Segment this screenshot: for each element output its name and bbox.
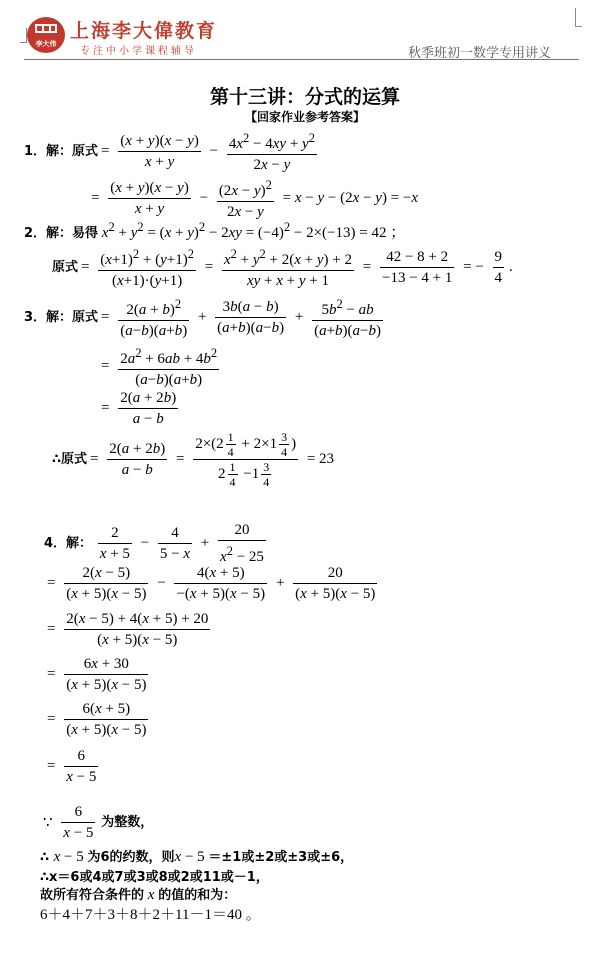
q3-therefore-label: ∴原式 — [52, 451, 88, 467]
q4-conclusion-2: ∴ x − 5 为6的约数，则x − 5 ＝±1或±2或±3或±6， — [40, 849, 354, 865]
fraction: $\frac{6x + 30}{(x + 5)(x - 5)}$ — [66, 656, 147, 693]
q1-line2: = $\frac{(x + y)(x - y)}{x + y}$ − $\frac{(2x - y)^2}{2x - y}$ = x − y − (2x − y) = −x — [88, 175, 421, 222]
q4-line2: = $\frac{2(x - 5)}{(x + 5)(x - 5)}$ − $\frac{4(x + 5)}{-(x + 5)(x - 5)}$ + $\frac{20}{(x + 5)(x - 5)}$ — [47, 565, 376, 602]
conclusion-text: 的值的和为： — [158, 888, 237, 903]
q4-conclusion-4: 故所有符合条件的 x 的值的和为： — [40, 887, 237, 903]
header-rule — [24, 59, 579, 60]
fraction: $\frac{6}{x - 5}$ — [63, 804, 94, 841]
fraction: $\frac{4(x + 5)}{-(x + 5)(x - 5)}$ — [176, 565, 266, 602]
fraction: $\frac{20}{x^2 - 25}$ — [220, 522, 264, 565]
logo-badge — [26, 16, 66, 54]
conclusion-text: ∴x＝6或4或7或3或8或2或11或－1， — [40, 870, 269, 885]
fraction: $\frac{3b(a - b)}{(a+b)(a-b)}$ — [217, 299, 285, 336]
brand-name: 上海李大偉教育 — [70, 20, 218, 42]
fraction: $\frac{2a^2 + 6ab + 4b^2}{(a-b)(a+b)}$ — [118, 343, 219, 390]
handout-title: 秋季班初一数学专用讲义 — [408, 46, 552, 61]
conclusion-text: 6＋4＋7＋3＋8＋2＋11－1＝40 。 — [40, 907, 261, 923]
corner-mark — [20, 28, 27, 43]
q4-line1: 4．解： $\frac{2}{x + 5}$ − $\frac{4}{5 - x}$ + $\frac{20}{x^2 - 25}$ — [44, 522, 264, 565]
fraction: $\frac{20}{(x + 5)(x - 5)}$ — [295, 565, 376, 602]
conclusion-text: 故所有符合条件的 — [40, 888, 145, 903]
q4-conclusion-3 — [40, 866, 269, 886]
fraction: $\frac{6}{x - 5}$ — [66, 748, 97, 785]
q4-line4: = $\frac{6x + 30}{(x + 5)(x - 5)}$ — [47, 656, 147, 693]
q2-line2: 原式 = $\frac{(x+1)^2 + (y+1)^2}{(x+1)\cdot(y+1)}$ = $\frac{x^2 + y^2 + 2(x + y) + 2}{xy + x + y + 1}$ = $\frac{42 - 8 + 2}{-13 - 4 + 1}$ = − $\frac{9}{4}$ . — [52, 244, 516, 291]
page-subtitle: 【回家作业参考答案】 — [244, 110, 365, 124]
q1-label: 1．解：原式 — [24, 143, 99, 159]
q4-label: 4．解： — [44, 535, 93, 551]
fraction: $\frac{6(x + 5)}{(x + 5)(x - 5)}$ — [66, 701, 147, 738]
fraction: $\frac{2(a + b)^2}{(a-b)(a+b)}$ — [118, 294, 189, 341]
fraction: $\frac{4}{5 - x}$ — [159, 525, 191, 562]
q2-original-label: 原式 — [52, 259, 79, 275]
q4-conclusion-5 — [40, 903, 261, 924]
fraction: $\frac{42 - 8 + 2}{-13 - 4 + 1}$ — [381, 249, 453, 286]
conclusion-text: ∴ — [40, 850, 54, 865]
fraction: $\frac{(x + y)(x - y)}{x + y}$ — [120, 133, 199, 170]
fraction: $\frac{2(a + 2b)}{a - b}$ — [120, 390, 177, 427]
q4-conclusion-1: ∵ $\frac{6}{x - 5}$ 为整数， — [43, 804, 154, 841]
header — [0, 0, 610, 70]
fraction: $\frac{2}{x + 5}$ — [99, 525, 130, 562]
q4-line3: = $\frac{2(x - 5) + 4(x + 5) + 20}{(x + 5)(x - 5)}$ — [47, 611, 209, 648]
q4-line6: = $\frac{6}{x - 5}$ — [47, 748, 97, 785]
conclusion-text: 为6的约数，则 — [87, 850, 175, 865]
fraction: $\frac{(x+1)^2 + (y+1)^2}{(x+1)\cdot(y+1)}$ — [98, 244, 196, 291]
fraction: $\frac{2(x - 5) + 4(x + 5) + 20}{(x + 5)(x - 5)}$ — [66, 611, 209, 648]
fraction: $\frac{2(a + 2b)}{a - b}$ — [109, 441, 166, 478]
fraction: $\frac{x^2 + y^2 + 2(x + y) + 2}{xy + x + y + 1}$ — [222, 244, 354, 291]
q2-line1: 2．解：易得 $x^2 + y^2 = (x + y)^2 - 2xy = (-4)^2 - 2\times(-13) = 42$ ； — [24, 220, 406, 241]
brand-tagline: 专注中小学课程辅导 — [80, 46, 197, 57]
q3-label: 3．解：原式 — [24, 309, 99, 325]
logo-text: 李大伟 — [35, 40, 57, 48]
fraction: $\frac{4x^2 - 4xy + y^2}{2x - y}$ — [227, 128, 317, 175]
q3-line2: = $\frac{2a^2 + 6ab + 4b^2}{(a-b)(a+b)}$ — [98, 343, 221, 390]
conclusion-text: 为整数， — [101, 814, 154, 830]
q2-label: 2．解：易得 — [24, 226, 99, 241]
q3-line3: = $\frac{2(a + 2b)}{a - b}$ — [101, 390, 177, 427]
q3-line4: ∴原式 = $\frac{2(a + 2b)}{a - b}$ = 2×(2 $\frac{1}{4}$ + 2×1 $\frac{3}{4}$ ) 2 $\frac{1}{4}$ −1 $\frac{3}{4}$ = 23 — [52, 430, 335, 489]
q3-line1: 3．解：原式 = $\frac{2(a + b)^2}{(a-b)(a+b)}$ + $\frac{3b(a - b)}{(a+b)(a-b)}$ + $\frac{5b^2 - ab}{(a+b)(a-b)}$ — [24, 294, 385, 341]
fraction: $\frac{(2x - y)^2}{2x - y}$ — [217, 175, 274, 222]
fraction: $\frac{9}{4}$ — [494, 249, 503, 286]
fraction: $\frac{(x + y)(x - y)}{x + y}$ — [110, 180, 189, 217]
fraction: $\frac{5b^2 - ab}{(a+b)(a-b)}$ — [312, 294, 383, 341]
page-title: 第十三讲：分式的运算 — [209, 86, 400, 108]
fraction: 2×(2 $\frac{1}{4}$ + 2×1 $\frac{3}{4}$ ) 2 $\frac{1}{4}$ −1 $\frac{3}{4}$ — [195, 430, 297, 489]
q1-line1: 1．解：原式 = $\frac{(x + y)(x - y)}{x + y}$ − $\frac{4x^2 - 4xy + y^2}{2x - y}$ — [24, 128, 319, 175]
q4-line5: = $\frac{6(x + 5)}{(x + 5)(x - 5)}$ — [47, 701, 147, 738]
conclusion-text: ＝±1或±2或±3或±6， — [208, 850, 354, 865]
fraction: $\frac{2(x - 5)}{(x + 5)(x - 5)}$ — [66, 565, 147, 602]
corner-mark — [575, 8, 582, 27]
